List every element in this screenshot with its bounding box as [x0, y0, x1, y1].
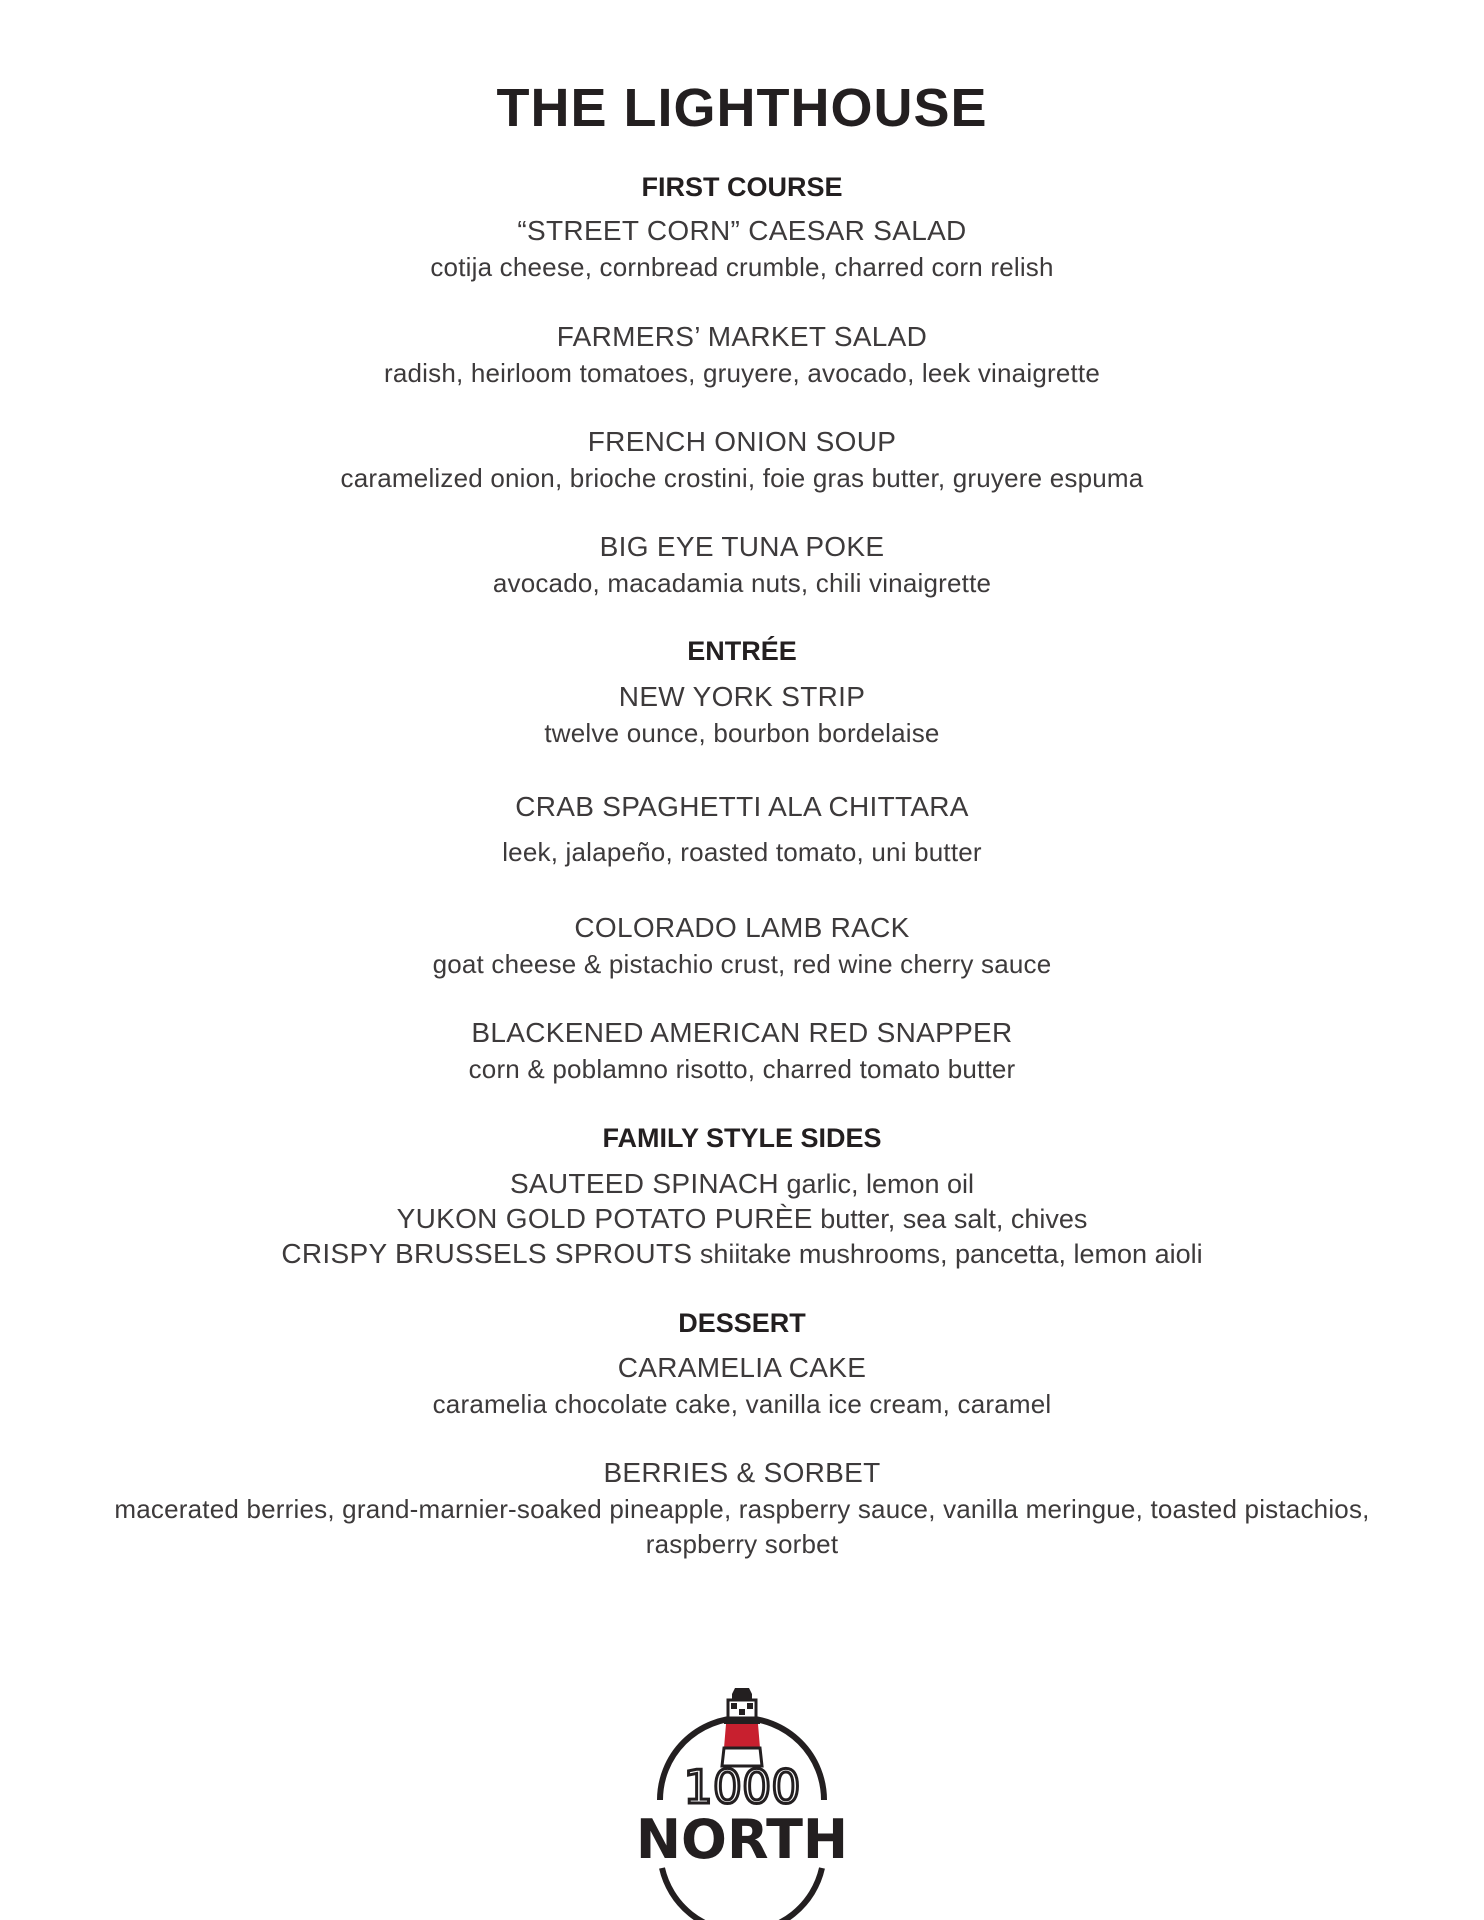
menu-item-name: CARAMELIA CAKE — [617, 1352, 867, 1383]
side-item — [0, 1237, 1484, 1271]
side-item-name: SAUTEED SPINACH — [509, 1168, 779, 1199]
menu-item-name: NEW YORK STRIP — [618, 681, 866, 712]
side-item-name: CRISPY BRUSSELS SPROUTS — [281, 1238, 693, 1269]
menu-title: THE LIGHTHOUSE — [496, 78, 988, 138]
menu-item-description: twelve ounce, bourbon bordelaise — [544, 718, 940, 748]
menu-item-description: corn & poblamno risotto, charred tomato butter — [468, 1054, 1016, 1084]
menu-item-description: leek, jalapeño, roasted tomato, uni butter — [502, 837, 982, 867]
menu-item-description: avocado, macadamia nuts, chili vinaigrette — [492, 568, 992, 598]
section-heading-first-course: FIRST COURSE — [641, 172, 843, 202]
menu-item-description: macerated berries, grand-marnier-soaked pineapple, raspberry sauce, vanilla meringue, toasted pistachios, — [114, 1494, 1370, 1524]
menu-item-name: FARMERS’ MARKET SALAD — [556, 321, 928, 352]
side-item-description: butter, sea salt, chives — [820, 1204, 1088, 1234]
logo-word: NORTH — [635, 1808, 849, 1871]
menu-item-description: caramelized onion, brioche crostini, foie gras butter, gruyere espuma — [340, 463, 1144, 493]
menu-item-name: BIG EYE TUNA POKE — [599, 531, 885, 562]
logo-ring-bottom — [662, 1868, 822, 1920]
side-item — [0, 1167, 1484, 1201]
menu-item-description: raspberry sorbet — [645, 1529, 839, 1559]
section-heading-dessert: DESSERT — [678, 1308, 806, 1338]
menu-item-description: cotija cheese, cornbread crumble, charred corn relish — [430, 252, 1054, 282]
menu-item-name: BERRIES & SORBET — [603, 1457, 881, 1488]
logo-number: 1000 — [683, 1760, 801, 1814]
lighthouse-icon — [722, 1688, 762, 1766]
side-item — [0, 1202, 1484, 1236]
menu-item-description: caramelia chocolate cake, vanilla ice cream, caramel — [432, 1389, 1052, 1419]
menu-item-name: “STREET CORN” CAESAR SALAD — [517, 215, 967, 246]
menu-item-name: FRENCH ONION SOUP — [587, 426, 897, 457]
side-item-description: garlic, lemon oil — [786, 1169, 975, 1199]
section-heading-entree: ENTRÉE — [687, 636, 797, 666]
menu-item-description: goat cheese & pistachio crust, red wine cherry sauce — [432, 949, 1052, 979]
section-heading-sides: FAMILY STYLE SIDES — [602, 1123, 882, 1153]
1000-north-logo — [622, 1680, 862, 1920]
side-item-description: shiitake mushrooms, pancetta, lemon aioli — [699, 1239, 1203, 1269]
menu-item-description: radish, heirloom tomatoes, gruyere, avocado, leek vinaigrette — [383, 358, 1100, 388]
menu-item-name: COLORADO LAMB RACK — [574, 912, 910, 943]
side-item-name: YUKON GOLD POTATO PURÈE — [396, 1203, 813, 1234]
menu-item-name: CRAB SPAGHETTI ALA CHITTARA — [515, 791, 969, 822]
menu-item-name: BLACKENED AMERICAN RED SNAPPER — [471, 1017, 1013, 1048]
